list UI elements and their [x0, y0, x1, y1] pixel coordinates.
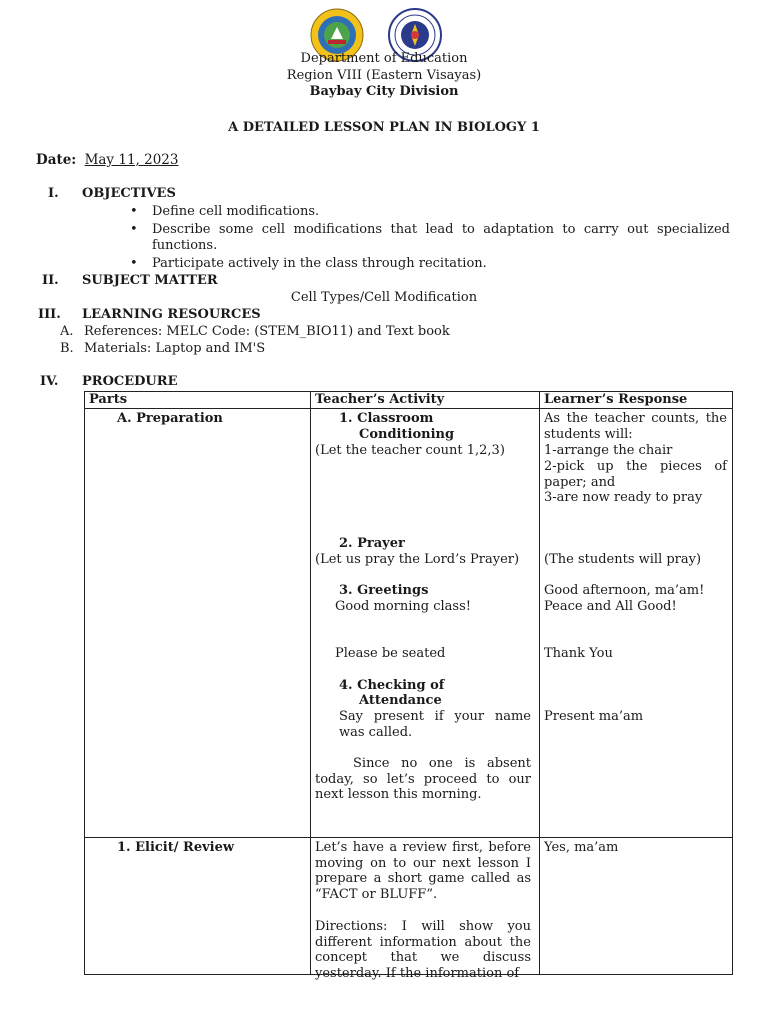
response-4: Present ma’am [544, 708, 644, 724]
document-title: A DETAILED LESSON PLAN IN BIOLOGY 1 [228, 120, 540, 135]
resource-letter-a: A. [60, 324, 74, 339]
step-4-title-cont: Attendance [359, 692, 442, 708]
section-1-number: I. [48, 186, 59, 201]
elicit-text-2: Directions: I will show you different information about the concept that we discuss yesterday. If the information of [315, 918, 531, 982]
learner-cell [540, 837, 733, 974]
objectives-list [130, 204, 730, 272]
teacher-cell [311, 408, 540, 837]
step-3-text: Good morning class! [335, 598, 471, 614]
step-4-text-2: Since no one is absent today, so let’s proceed to our next lesson this morning. [315, 755, 531, 803]
section-1-title: OBJECTIVES [82, 186, 176, 201]
response-1a: 1-arrange the chair [544, 442, 673, 458]
bullet-icon: • [130, 204, 138, 219]
resource-text-a: References: MELC Code: (STEM_BIO11) and Text book [84, 324, 450, 339]
section-4-title: PROCEDURE [82, 374, 178, 389]
table-row [85, 408, 733, 837]
teacher-cell [311, 837, 540, 982]
header-learner: Learner’s Response [540, 392, 733, 409]
part-preparation: A. Preparation [117, 410, 223, 426]
elicit-response: Yes, ma’am [544, 839, 619, 855]
part-cell [85, 837, 311, 974]
bullet-icon: • [130, 256, 138, 271]
section-2-title: SUBJECT MATTER [82, 273, 218, 288]
response-1: As the teacher counts, the students will: [544, 410, 727, 442]
department-name: Department of Education [300, 51, 468, 66]
response-2: (The students will pray) [544, 551, 702, 567]
step-2-text: (Let us pray the Lord’s Prayer) [315, 551, 520, 567]
bullet-icon: • [130, 222, 138, 237]
learner-cell [540, 408, 733, 837]
date-value: May 11, 2023 [84, 152, 179, 168]
part-elicit: 1. Elicit/ Review [117, 839, 235, 855]
response-1c: 3-are now ready to pray [544, 489, 703, 505]
resource-letter-b: B. [60, 341, 74, 356]
section-3-number: III. [38, 307, 61, 322]
date-line [36, 152, 178, 168]
subject-matter-content: Cell Types/Cell Modification [290, 290, 478, 305]
resource-text-b: Materials: Laptop and IM'S [84, 341, 266, 356]
response-3: Good afternoon, ma’am! Peace and All Good! [544, 582, 705, 614]
header-teacher: Teacher’s Activity [311, 392, 540, 409]
procedure-table [84, 391, 733, 982]
objective-item: • Describe some cell modifications that lead to adaptation to carry out specialized functions. [130, 222, 730, 253]
section-4-number: IV. [40, 374, 59, 389]
objective-item: • Define cell modifications. [130, 204, 320, 219]
date-label: Date: [36, 152, 77, 168]
step-3-title: 3. Greetings [339, 582, 429, 598]
section-2-number: II. [42, 273, 59, 288]
response-1b: 2-pick up the pieces of paper; and [544, 458, 727, 490]
step-2-title: 2. Prayer [339, 535, 405, 551]
objective-item: • Participate actively in the class through recitation. [130, 256, 487, 271]
step-4-title: 4. Checking of [339, 677, 445, 693]
elicit-text-1: Let’s have a review first, before moving on to our next lesson I prepare a short game called as “FACT or BLUFF”. [315, 839, 531, 903]
table-row [85, 837, 733, 974]
step-1-title-cont: Conditioning [359, 426, 455, 442]
step-3-text-2: Please be seated [335, 645, 446, 661]
division-name: Baybay City Division [309, 84, 459, 99]
region-name: Region VIII (Eastern Visayas) [286, 68, 482, 83]
step-1-title: 1. Classroom [339, 410, 434, 426]
part-cell [85, 408, 311, 837]
header-parts: Parts [85, 392, 311, 409]
step-1-text: (Let the teacher count 1,2,3) [315, 442, 505, 458]
response-3b: Thank You [544, 645, 613, 661]
step-4-text: Say present if your name was called. [339, 708, 531, 740]
section-3-title: LEARNING RESOURCES [82, 307, 261, 322]
table-header-row [85, 392, 733, 409]
